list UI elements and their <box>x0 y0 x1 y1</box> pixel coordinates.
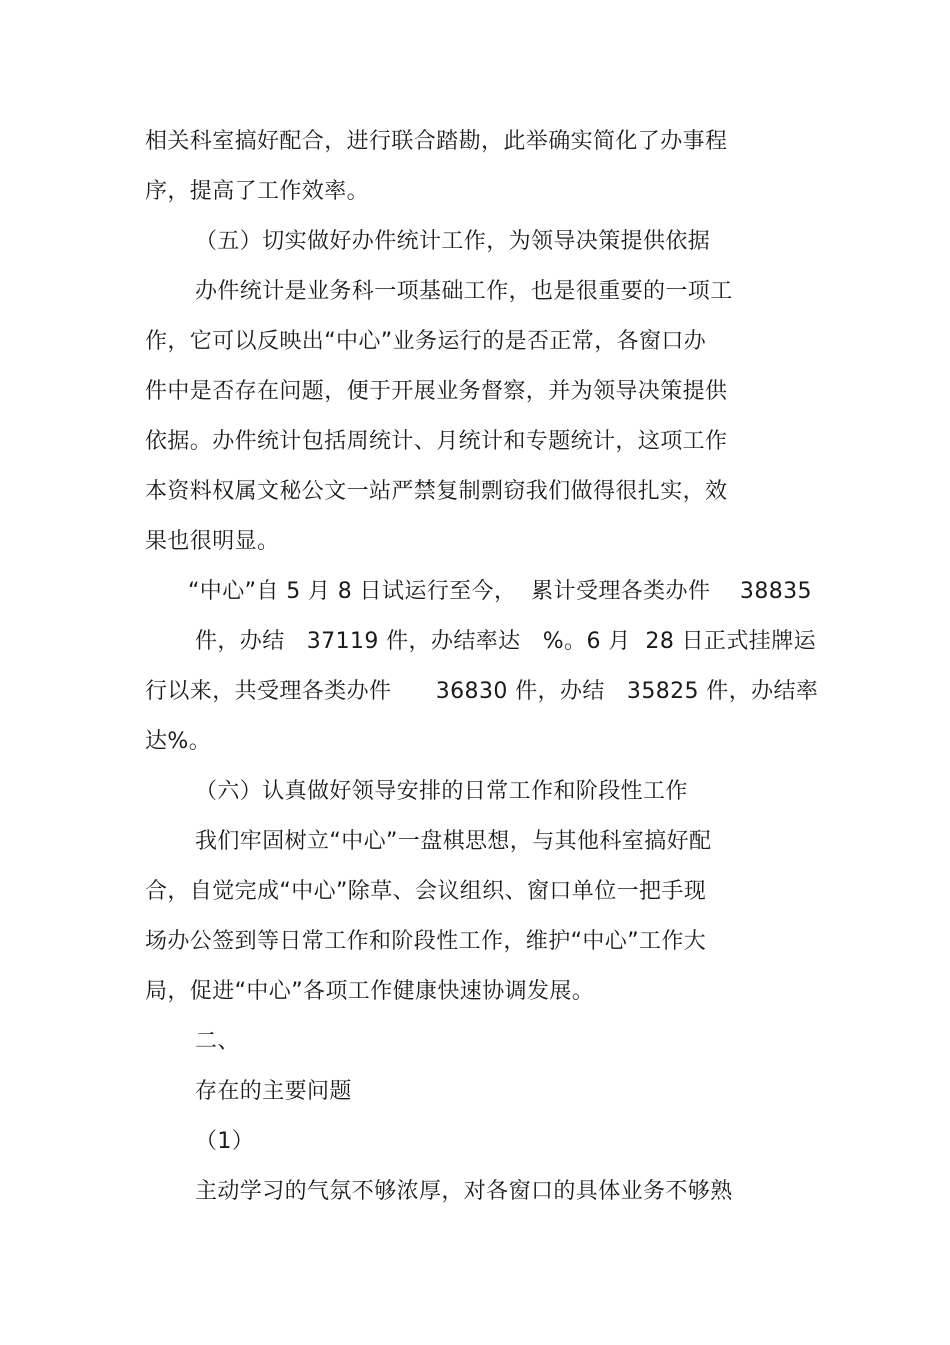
paragraph-line: 件中是否存在问题，便于开展业务督察，并为领导决策提供 <box>145 379 728 404</box>
paragraph-line: 依据。办件统计包括周统计、月统计和专题统计，这项工作 <box>145 429 728 454</box>
item-number: （1） <box>195 1129 255 1154</box>
section-heading-5: （五）切实做好办件统计工作，为领导决策提供依据 <box>195 229 711 254</box>
section-heading: 存在的主要问题 <box>195 1079 352 1104</box>
paragraph-line: 合，自觉完成“中心”除草、会议组织、窗口单位一把手现 <box>145 879 707 904</box>
paragraph-line: 序，提高了工作效率。 <box>145 179 370 204</box>
paragraph-line: 相关科室搞好配合，进行联合踏勘，此举确实简化了办事程 <box>145 129 728 154</box>
paragraph-line: 办件统计是业务科一项基础工作，也是很重要的一项工 <box>195 279 733 304</box>
paragraph-line: 主动学习的气氛不够浓厚，对各窗口的具体业务不够熟 <box>195 1179 733 1204</box>
paragraph-line: 行以来，共受理各类办件 36830 件，办结 35825 件，办结率 <box>145 679 819 704</box>
paragraph-line: 局，促进“中心”各项工作健康快速协调发展。 <box>145 979 595 1004</box>
paragraph-line: 场办公签到等日常工作和阶段性工作，维护“中心”工作大 <box>145 929 707 954</box>
paragraph-line: 作，它可以反映出“中心”业务运行的是否正常，各窗口办 <box>145 329 707 354</box>
paragraph-line: 本资料权属文秘公文一站严禁复制剽窃我们做得很扎实，效 <box>145 479 728 504</box>
paragraph-line: “中心”自 5 月 8 日试运行至今， 累计受理各类办件 38835 <box>188 579 812 604</box>
paragraph-line: 件，办结 37119 件，办结率达 %。6 月 28 日正式挂牌运 <box>195 629 817 654</box>
section-number: 二、 <box>195 1029 240 1054</box>
paragraph-line: 我们牢固树立“中心”一盘棋思想，与其他科室搞好配 <box>195 829 712 854</box>
paragraph-line: 达%。 <box>145 729 212 754</box>
section-heading-6: （六）认真做好领导安排的日常工作和阶段性工作 <box>195 779 688 804</box>
paragraph-line: 果也很明显。 <box>145 529 280 554</box>
